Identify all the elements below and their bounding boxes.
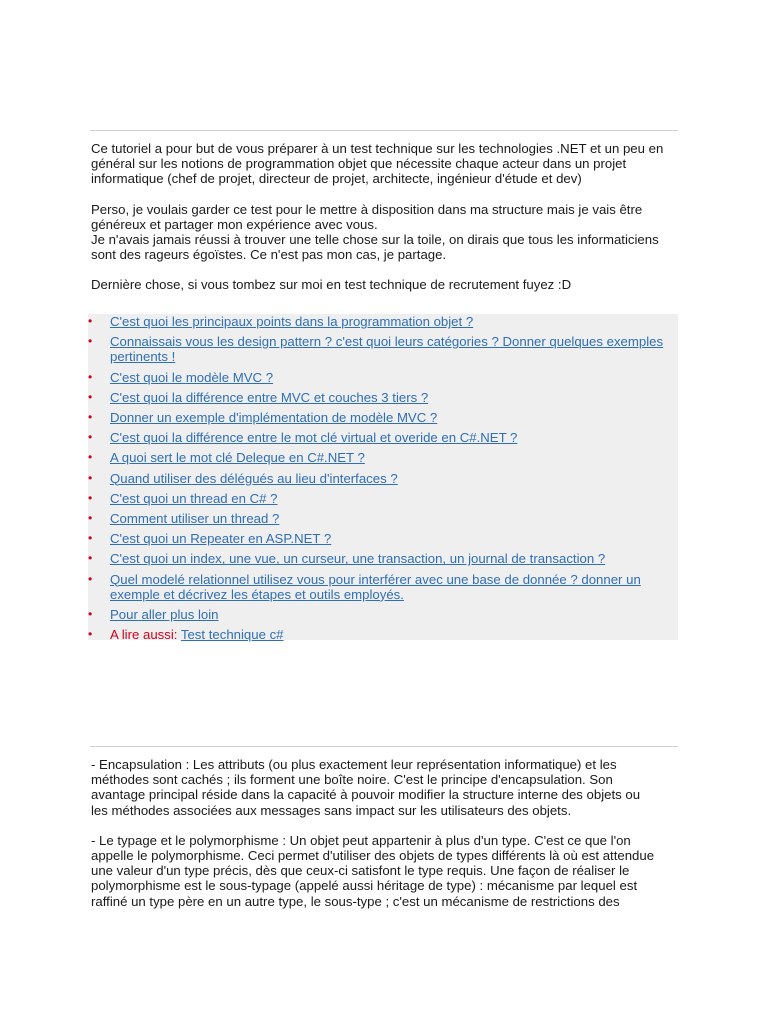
text-line: général sur les notions de programmation objet que nécessite chaque acteur dans un projet bbox=[91, 156, 627, 172]
toc-link-text: Pour aller plus loin bbox=[110, 607, 219, 623]
toc-link-text: exemple et décrivez les étapes et outils employés. bbox=[110, 586, 404, 602]
bullet-icon: • bbox=[88, 607, 93, 622]
read-also-item bbox=[88, 627, 678, 642]
bullet-icon: • bbox=[88, 511, 93, 526]
toc-link-text: C'est quoi un thread en C# ? bbox=[110, 490, 278, 506]
text-line: méthodes sont cachés ; ils forment une boîte noire. C'est le principe d'encapsulation. Son bbox=[91, 772, 613, 788]
text-line: - Le typage et le polymorphisme : Un objet peut appartenir à plus d'un type. C'est ce que l'on bbox=[91, 832, 631, 848]
toc-link-text: A quoi sert le mot clé Deleque en C#.NET ? bbox=[110, 450, 365, 466]
toc-link-text: Quel modelé relationnel utilisez vous pour interférer avec une base de donnée ? donner un bbox=[110, 571, 641, 587]
bullet-icon: • bbox=[88, 531, 93, 546]
toc-link[interactable] bbox=[110, 390, 428, 405]
toc-link[interactable] bbox=[110, 334, 663, 364]
toc-link-text: C'est quoi le modèle MVC ? bbox=[110, 369, 274, 385]
intro-paragraph-1 bbox=[91, 141, 681, 187]
text-line: généreux et partager mon expérience avec vous. bbox=[91, 216, 378, 232]
table-of-contents bbox=[88, 314, 678, 643]
toc-item bbox=[88, 314, 678, 329]
bullet-icon: • bbox=[88, 369, 93, 384]
text-line: avantage principal réside dans la capacité à pouvoir modifier la structure interne des objets ou bbox=[91, 787, 641, 803]
toc-link-text: C'est quoi la différence entre MVC et couches 3 tiers ? bbox=[110, 389, 429, 405]
toc-item bbox=[88, 491, 678, 506]
intro-paragraph-2 bbox=[91, 202, 681, 263]
toc-item bbox=[88, 607, 678, 622]
toc-link[interactable] bbox=[110, 491, 277, 506]
toc-link[interactable] bbox=[110, 430, 517, 445]
text-line: raffiné un type père en un autre type, le sous-type ; c'est un mécanisme de restrictions des bbox=[91, 893, 620, 909]
toc-item bbox=[88, 531, 678, 546]
text-line: informatique (chef de projet, directeur de projet, architecte, ingénieur d'étude et dev) bbox=[91, 171, 582, 187]
toc-link-text: C'est quoi un Repeater en ASP.NET ? bbox=[110, 531, 332, 547]
text-line: Dernière chose, si vous tombez sur moi en test technique de recrutement fuyez :D bbox=[91, 277, 572, 293]
toc-item bbox=[88, 370, 678, 385]
toc-link-text: Connaissais vous les design pattern ? c'est quoi leurs catégories ? Donner quelques exemples bbox=[110, 334, 664, 350]
toc-item bbox=[88, 410, 678, 425]
toc-item bbox=[88, 551, 678, 566]
toc-link[interactable] bbox=[110, 314, 473, 329]
bullet-icon: • bbox=[88, 551, 93, 566]
top-divider bbox=[90, 130, 678, 131]
toc-link[interactable] bbox=[110, 471, 398, 486]
polymorphism-paragraph bbox=[91, 833, 681, 909]
toc-link[interactable] bbox=[110, 370, 273, 385]
toc-link-text: Donner un exemple d'implémentation de modèle MVC ? bbox=[110, 410, 438, 426]
toc-item bbox=[88, 450, 678, 465]
toc-link[interactable] bbox=[110, 607, 219, 622]
toc-link-text: Quand utiliser des délégués au lieu d'interfaces ? bbox=[110, 470, 398, 486]
toc-item bbox=[88, 390, 678, 405]
text-line: appelle le polymorphisme. Ceci permet d'utiliser des objets de types différents là où est attendue bbox=[91, 848, 655, 864]
text-line: une valeur d'un type précis, dès que ceux-ci satisfont le type requis. Une façon de réaliser le bbox=[91, 863, 630, 879]
text-line: Je n'avais jamais réussi à trouver une telle chose sur la toile, on dirais que tous les informaticiens bbox=[91, 232, 659, 248]
toc-item bbox=[88, 572, 678, 602]
read-also-label: A lire aussi: bbox=[110, 627, 178, 643]
text-line: Ce tutoriel a pour but de vous préparer à un test technique sur les technologies .NET et un peu en bbox=[91, 141, 664, 156]
bullet-icon: • bbox=[88, 430, 93, 445]
read-also-link[interactable]: Test technique c# bbox=[180, 627, 284, 643]
bullet-icon: • bbox=[88, 334, 93, 349]
toc-link[interactable] bbox=[110, 511, 279, 526]
toc-link-text: C'est quoi la différence entre le mot clé virtual et overide en C#.NET ? bbox=[110, 430, 518, 446]
text-line: polymorphisme est le sous-typage (appelé aussi héritage de type) : mécanisme par lequel est bbox=[91, 878, 638, 894]
intro-section bbox=[91, 141, 681, 308]
text-line: - Encapsulation : Les attributs (ou plus exactement leur représentation informatique) et les bbox=[91, 757, 617, 772]
text-line: les méthodes associées aux messages sans impact sur les utilisateurs des objets. bbox=[91, 802, 572, 818]
toc-link-text: C'est quoi un index, une vue, un curseur, une transaction, un journal de transaction ? bbox=[110, 551, 606, 567]
encapsulation-paragraph bbox=[91, 757, 681, 818]
bullet-icon: • bbox=[88, 571, 93, 586]
toc-link[interactable] bbox=[110, 531, 331, 546]
toc-link-text: C'est quoi les principaux points dans la programmation objet ? bbox=[110, 314, 474, 329]
bullet-icon: • bbox=[88, 470, 93, 485]
toc-list bbox=[88, 314, 678, 642]
bullet-icon: • bbox=[88, 627, 93, 642]
toc-link[interactable] bbox=[110, 551, 605, 566]
toc-item bbox=[88, 334, 678, 364]
toc-item bbox=[88, 471, 678, 486]
toc-link-text: Comment utiliser un thread ? bbox=[110, 511, 280, 527]
bullet-icon: • bbox=[88, 450, 93, 465]
toc-link[interactable] bbox=[110, 410, 437, 425]
intro-paragraph-3 bbox=[91, 277, 681, 292]
content-section bbox=[91, 757, 681, 924]
text-line: sont des rageurs égoïstes. Ce n'est pas mon cas, je partage. bbox=[91, 247, 447, 263]
toc-link[interactable] bbox=[110, 450, 365, 465]
toc-item bbox=[88, 430, 678, 445]
toc-link-text: pertinents ! bbox=[110, 349, 176, 365]
bullet-icon: • bbox=[88, 389, 93, 404]
bullet-icon: • bbox=[88, 490, 93, 505]
bullet-icon: • bbox=[88, 410, 93, 425]
toc-item bbox=[88, 511, 678, 526]
text-line: Perso, je voulais garder ce test pour le mettre à disposition dans ma structure mais je vais être bbox=[91, 201, 643, 217]
section-divider bbox=[90, 746, 678, 747]
bullet-icon: • bbox=[88, 314, 93, 328]
toc-link[interactable] bbox=[110, 572, 641, 602]
